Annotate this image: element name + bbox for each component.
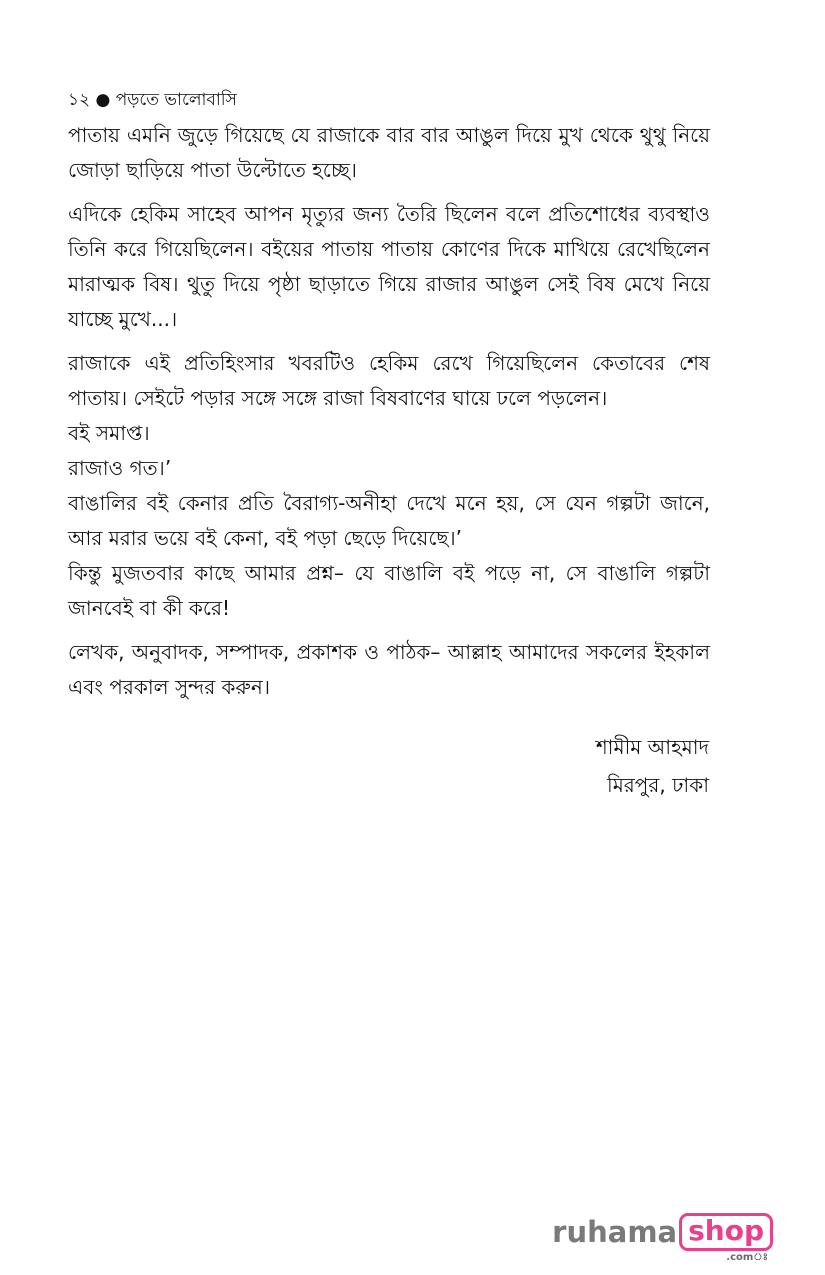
paragraph-king-dead: রাজাও গত।’ bbox=[68, 456, 172, 480]
logo-domain: .comঃ bbox=[726, 1252, 768, 1263]
paragraph-bengali-apathy: বাঙালির বই কেনার প্রতি বৈরাগ্য-অনীহা দেখে মনে হয়, সে যেন গল্পটা জানে, আর মরার ভয়ে বই কেনা, বই পড়া ছেড়ে দিয়েছে।’ bbox=[68, 491, 710, 550]
paragraph-revenge: এদিকে হেকিম সাহেব আপন মৃত্যুর জন্য তৈরি ছিলেন বলে প্রতিশোধের ব্যবস্থাও তিনি করে গিয়েছিলেন। বইয়ের পাতায় পাতায় কোণের দিকে মাখিয়ে রেখেছিলেন মারাত্মক বিষ। থুতু দিয়ে পৃষ্ঠা ছাড়াতে গিয়ে রাজার আঙুল সেই বিষ মেখে নিয়ে যাচ্ছে মুখে...। bbox=[68, 202, 710, 331]
signature-block bbox=[596, 728, 709, 804]
paragraph-prayer: লেখক, অনুবাদক, সম্পাদক, প্রকাশক ও পাঠক– আল্লাহ আমাদের সকলের ইহকাল এবং পরকাল সুন্দর করুন। bbox=[68, 640, 710, 699]
ruhamashop-logo bbox=[552, 1212, 773, 1263]
paragraph-question: কিন্তু মুজতবার কাছে আমার প্রশ্ন– যে বাঙালি বই পড়ে না, সে বাঙালি গল্পটা জানবেই বা কী করে! bbox=[68, 561, 710, 620]
paragraph-book-ended: বই সমাপ্ত। bbox=[68, 421, 150, 445]
logo-shop-box bbox=[679, 1213, 773, 1263]
logo-shop-text: shop bbox=[688, 1214, 764, 1247]
author-name: শামীম আহমাদ bbox=[595, 735, 709, 759]
logo-word: ruhama bbox=[552, 1215, 678, 1249]
paragraph-last-page: রাজাকে এই প্রতিহিংসার খবরটিও হেকিম রেখে গিয়েছিলেন কেতাবের শেষ পাতায়। সেইটে পড়ার সঙ্গে সঙ্গে রাজা বিষবাণের ঘায়ে ঢলে পড়লেন। bbox=[68, 351, 710, 410]
paragraph-continued: পাতায় এমনি জুড়ে গিয়েছে যে রাজাকে বার বার আঙুল দিয়ে মুখ থেকে থুথু নিয়ে জোড়া ছাড়িয়ে পাতা উল্টোতে হচ্ছে। bbox=[68, 123, 710, 182]
body-text bbox=[68, 118, 710, 714]
running-head: ১২ ● পড়তে ভালোবাসি bbox=[68, 90, 237, 110]
author-place: মিরপুর, ঢাকা bbox=[606, 773, 709, 797]
